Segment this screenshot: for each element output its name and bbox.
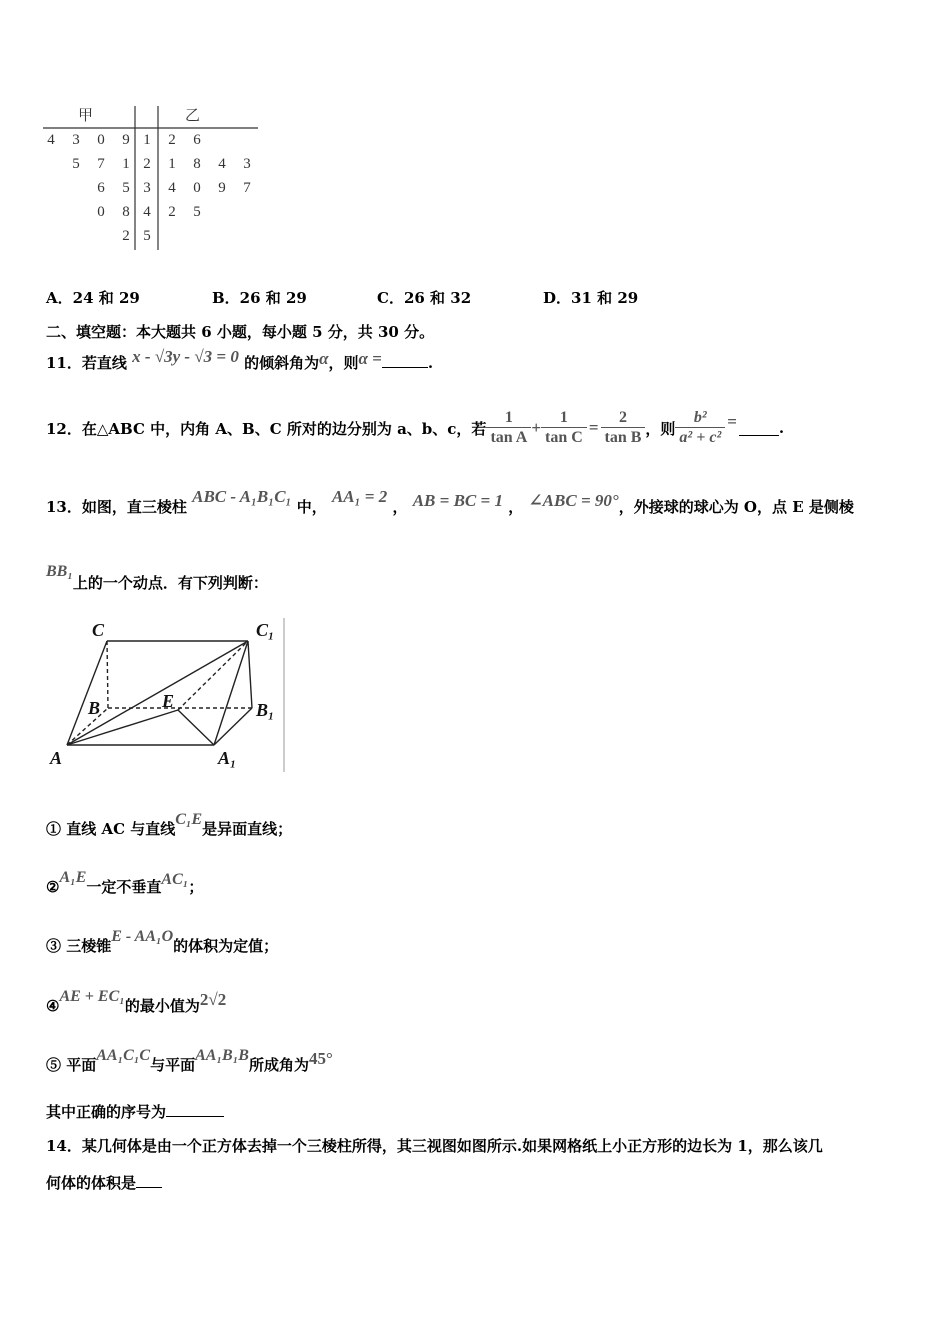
q13-line2-text: 上的一个动点．有下列判断： xyxy=(72,574,268,592)
q13-bb1: BB₁ xyxy=(46,563,73,580)
leaf-right: 5 xyxy=(193,204,201,220)
q12-end: . xyxy=(778,419,785,437)
judgment-1: ① 直线 AC 与直线C₁E是异面直线； xyxy=(46,811,293,838)
question-11 xyxy=(46,347,434,373)
j4-math2: 2√2 xyxy=(199,990,227,1009)
stem: 2 xyxy=(143,156,151,172)
question-14-line2: 何体的体积是 xyxy=(46,1172,162,1193)
leaf-right: 6 xyxy=(193,132,201,148)
stem-leaf-plot xyxy=(40,98,270,258)
option-d: D．31 和 29 xyxy=(543,289,639,307)
option-a: A．24 和 29 xyxy=(46,289,140,307)
stem-leaf-header-right: 乙 xyxy=(185,108,201,124)
j5-math2: AA₁B₁B xyxy=(195,1047,249,1064)
q11-end: . xyxy=(427,354,434,372)
q14-blank xyxy=(136,1173,162,1188)
question-12 xyxy=(46,404,784,452)
q13-prism: ABC - A₁B₁C₁ xyxy=(192,487,292,506)
leaf-right: 2 xyxy=(168,132,176,148)
label-b1: B₁ xyxy=(256,700,275,720)
leaf-right: 9 xyxy=(218,180,226,196)
j1-math: C₁E xyxy=(175,811,203,828)
j3-math: E - AA₁O xyxy=(111,928,174,945)
edge-c1-b1 xyxy=(248,641,252,708)
q13-aa1: AA₁ = 2 xyxy=(331,487,388,506)
leaf-right: 2 xyxy=(168,204,176,220)
q11-alpha: α xyxy=(319,349,329,368)
leaf-right: 7 xyxy=(243,180,251,196)
label-c: C xyxy=(92,620,105,640)
q13-answer-line: 其中正确的序号为 xyxy=(46,1101,224,1122)
leaf-left: 0 xyxy=(97,132,105,148)
stem: 4 xyxy=(143,204,151,220)
judgment-2: ②A₁E一定不垂直AC₁； xyxy=(46,869,204,896)
question-13 xyxy=(46,487,854,517)
q13-abbc: AB = BC = 1 xyxy=(412,491,503,510)
q13-start: 13．如图，直三棱柱 xyxy=(46,498,187,516)
j2-math2: AC₁ xyxy=(161,871,189,888)
edge-c-b xyxy=(107,641,108,708)
leaf-left: 0 xyxy=(97,204,105,220)
q11-eq: α = xyxy=(358,349,382,368)
q13-mid1: 中， xyxy=(296,498,327,516)
stem-leaf-header-left: 甲 xyxy=(78,108,94,124)
edge-a-c1 xyxy=(67,641,248,745)
q11-tail: ，则 xyxy=(328,354,359,372)
q13-sep2: ， xyxy=(508,498,524,516)
leaf-right: 1 xyxy=(168,156,176,172)
edge-e-a1 xyxy=(178,710,214,745)
q12-frac-3: $\frac{2}{\text{tan B}}$ xyxy=(601,409,646,447)
leaf-left: 3 xyxy=(72,132,80,148)
leaf-right: 0 xyxy=(193,180,201,196)
q13-angle: ∠ABC = 90° xyxy=(528,491,619,510)
q12-eq2: = xyxy=(727,412,737,431)
label-e: E xyxy=(162,691,175,711)
stem: 1 xyxy=(143,132,151,148)
j5-math: AA₁C₁C xyxy=(96,1047,151,1064)
edge-a-e xyxy=(67,710,178,745)
leaf-right: 3 xyxy=(243,156,251,172)
stem: 3 xyxy=(143,180,151,196)
label-b: B xyxy=(88,698,101,718)
q13-blank xyxy=(166,1102,224,1117)
j4-math: AE + EC₁ xyxy=(59,988,125,1005)
judgment-3: ③ 三棱锥E - AA₁O的体积为定值； xyxy=(46,928,279,955)
j2-math: A₁E xyxy=(59,869,87,886)
section-heading: 二、填空题：本大题共 6 小题，每小题 5 分，共 30 分。 xyxy=(46,323,435,341)
label-a: A xyxy=(50,748,63,768)
option-b: B．26 和 29 xyxy=(212,289,307,307)
q11-mid: 的倾斜角为 xyxy=(244,354,320,372)
q12-frac-1: $\frac{1}{\text{tan A}}$ xyxy=(486,409,531,447)
j5-math3: 45° xyxy=(308,1049,333,1068)
label-c1: C₁ xyxy=(256,620,275,640)
option-c: C．26 和 32 xyxy=(377,289,472,307)
q12-frac-4: $\frac{\text{b²}}{\text{a² + c²}}$ xyxy=(675,409,725,447)
q12-frac-2: $\frac{1}{\text{tan C}}$ xyxy=(541,409,587,447)
leaf-left: 1 xyxy=(122,156,130,172)
q11-blank xyxy=(382,353,428,368)
question-14-line1: 14．某几何体是由一个正方体去掉一个三棱柱所得，其三视图如图所示.如果网格纸上小正方形的边长为 1，那么该几 xyxy=(46,1137,823,1155)
q13-line2 xyxy=(46,563,268,593)
leaf-right: 4 xyxy=(168,180,176,196)
leaf-left: 4 xyxy=(47,132,55,148)
leaf-left: 8 xyxy=(122,204,130,220)
q11-expr: x - √3y - √3 = 0 xyxy=(132,347,239,366)
leaf-left: 2 xyxy=(122,228,130,244)
stem: 5 xyxy=(143,228,151,244)
leaf-left: 5 xyxy=(122,180,130,196)
label-a1: A₁ xyxy=(218,748,237,768)
prism-figure xyxy=(40,612,300,782)
q13-sep1: ， xyxy=(392,498,408,516)
leaf-left: 7 xyxy=(97,156,105,172)
leaf-left: 6 xyxy=(97,180,105,196)
q12-text: 12．在△ABC 中，内角 A、B、C 所对的边分别为 a、b、c，若 xyxy=(46,419,487,438)
leaf-right: 4 xyxy=(218,156,226,172)
q12-eq: = xyxy=(588,418,599,437)
leaf-right: 8 xyxy=(193,156,201,172)
q13-tail: ，外接球的球心为 O，点 E 是侧棱 xyxy=(618,498,854,516)
judgment-4: ④AE + EC₁的最小值为2√2 xyxy=(46,988,227,1015)
q12-plus: + xyxy=(531,418,542,437)
q12-blank xyxy=(739,421,779,436)
edge-a-c xyxy=(67,641,107,745)
leaf-left: 9 xyxy=(122,132,130,148)
q11-num: 11．若直线 xyxy=(46,354,127,372)
q12-mid: ，则 xyxy=(645,419,676,438)
leaf-left: 5 xyxy=(72,156,80,172)
judgment-5: ⑤ 平面AA₁C₁C与平面AA₁B₁B所成角为45° xyxy=(46,1047,333,1074)
